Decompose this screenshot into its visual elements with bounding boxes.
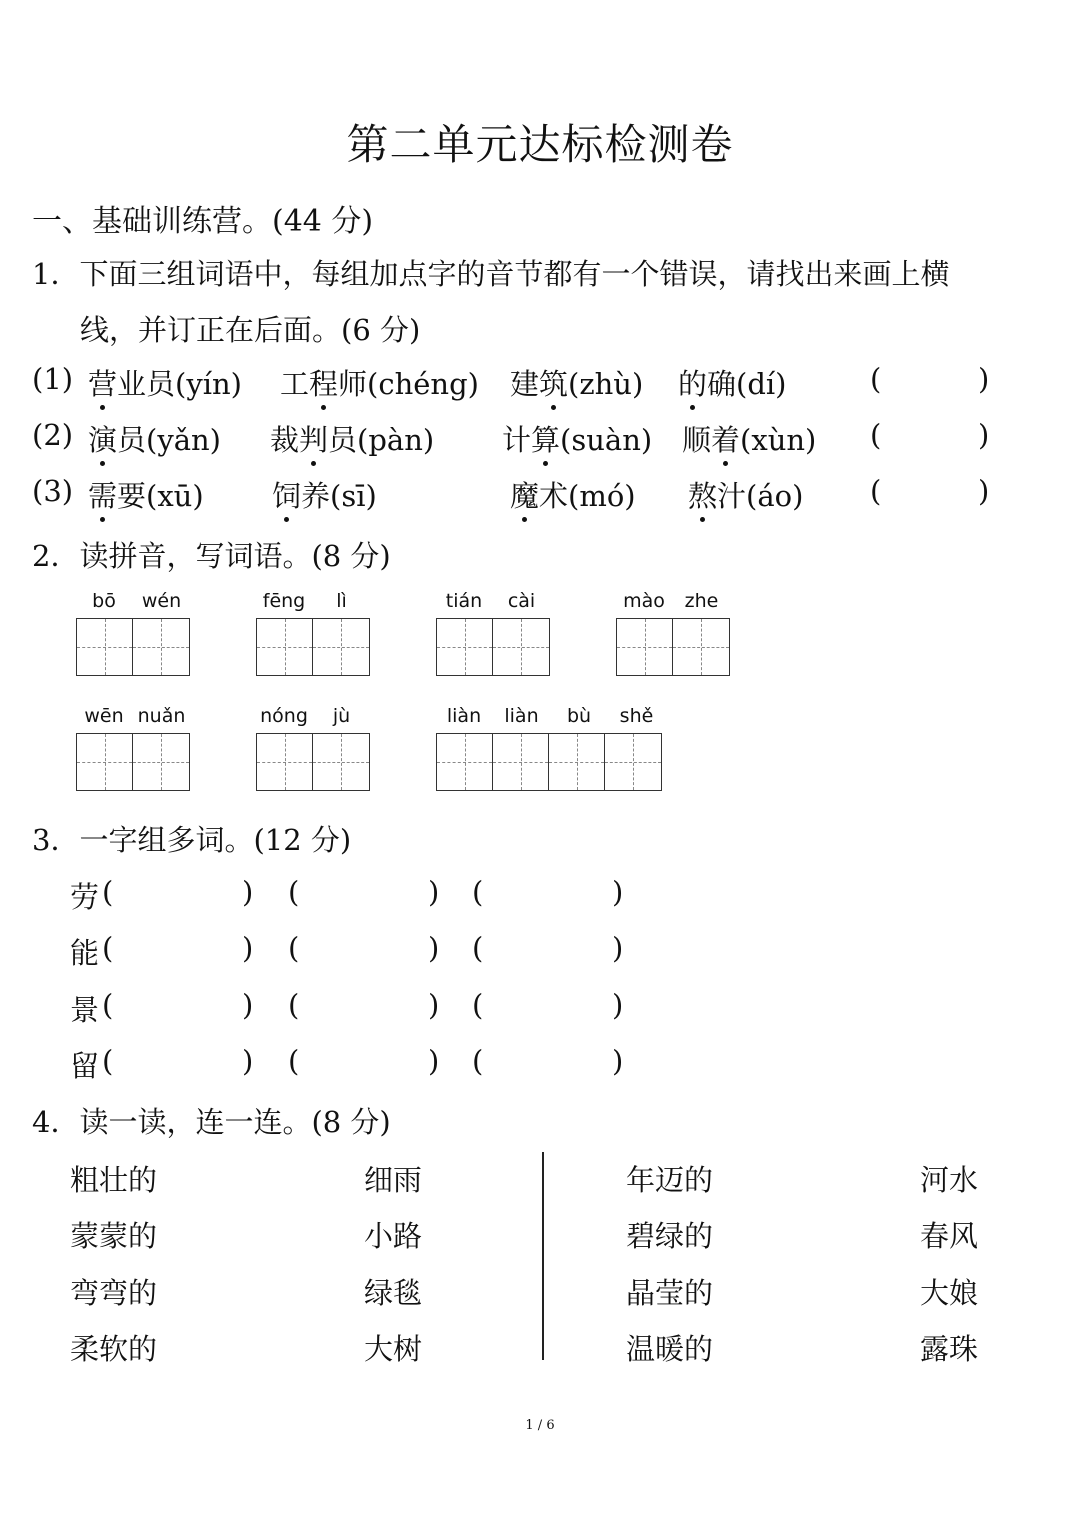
match-word: 露珠 [920, 1332, 979, 1366]
match-word: 春风 [920, 1219, 979, 1253]
pinyin-label: liàn [504, 705, 539, 727]
dotted-word [682, 418, 816, 459]
dotted-char: 算 [531, 418, 560, 459]
answer-paren-open: ( [288, 875, 300, 909]
word-suffix: 员(yǎn) [117, 423, 221, 457]
row-number: (3) [32, 474, 74, 508]
answer-paren-open: ( [288, 1044, 300, 1078]
word-suffix: 确(dí) [707, 367, 787, 401]
pinyin-label: shě [619, 705, 654, 727]
answer-paren-close: ) [612, 1044, 624, 1078]
dotted-word [678, 362, 786, 403]
match-word: 蒙蒙的 [70, 1219, 158, 1253]
word-suffix: 师(chéng) [338, 367, 479, 401]
word-suffix: 业员(yín) [117, 367, 242, 401]
answer-paren-close: ) [612, 875, 624, 909]
pinyin-label: mào [623, 590, 665, 612]
answer-paren-close: ) [242, 988, 254, 1022]
character-box-row [256, 733, 370, 791]
character-box-row [436, 618, 550, 676]
dotted-word [270, 418, 434, 459]
answer-paren-close: ) [978, 362, 990, 396]
dotted-word [88, 362, 242, 403]
writing-cell [77, 619, 133, 675]
character-box-row [76, 618, 190, 676]
dotted-word [502, 418, 652, 459]
answer-paren-close: ) [242, 1044, 254, 1078]
dotted-word [88, 418, 221, 459]
dotted-word [510, 362, 643, 403]
answer-paren-open: ( [472, 1044, 484, 1078]
column-divider [542, 1152, 544, 1360]
answer-paren-open: ( [102, 988, 114, 1022]
dotted-word [88, 474, 204, 515]
dotted-char: 营 [88, 362, 117, 403]
writing-cell [549, 734, 605, 790]
character-box-row [256, 618, 370, 676]
match-word: 温暖的 [626, 1332, 714, 1366]
base-character: 能 [70, 936, 100, 970]
match-word: 碧绿的 [626, 1219, 714, 1253]
pinyin-label: nóng [260, 705, 308, 727]
dotted-char: 筑 [539, 362, 568, 403]
base-character: 景 [70, 993, 100, 1027]
row-number: (1) [32, 362, 74, 396]
question-1-text: 1．下面三组词语中，每组加点字的音节都有一个错误，请找出来画上横 [32, 257, 950, 291]
answer-paren-open: ( [870, 474, 882, 508]
dotted-char: 熬 [688, 474, 717, 515]
writing-cell [133, 619, 189, 675]
pinyin-label: zhe [684, 590, 719, 612]
word-suffix: 术(mó) [539, 479, 636, 513]
match-word: 大娘 [920, 1276, 979, 1310]
question-1-text-cont: 线，并订正在后面。(6 分) [80, 313, 421, 347]
pinyin-label: liàn [446, 705, 482, 727]
dotted-word [510, 474, 636, 515]
answer-paren-close: ) [612, 931, 624, 965]
match-word: 细雨 [364, 1163, 423, 1197]
question-4-heading: 4．读一读，连一连。(8 分) [32, 1105, 391, 1139]
match-word: 弯弯的 [70, 1276, 158, 1310]
answer-paren-close: ) [978, 418, 990, 452]
word-prefix: 计 [502, 423, 532, 457]
page-number: 1 / 6 [525, 1418, 555, 1433]
writing-cell [617, 619, 673, 675]
answer-paren-open: ( [472, 931, 484, 965]
pinyin-label: cài [507, 590, 536, 612]
dotted-char: 需 [88, 474, 117, 515]
word-prefix: 工 [280, 367, 310, 401]
writing-cell [437, 734, 493, 790]
writing-cell [133, 734, 189, 790]
pinyin-label: wēn [84, 705, 124, 727]
character-box-row [616, 618, 730, 676]
match-word: 小路 [364, 1219, 423, 1253]
match-word: 年迈的 [626, 1163, 714, 1197]
page-title: 第二单元达标检测卷 [346, 120, 734, 169]
writing-cell [493, 619, 549, 675]
answer-paren-close: ) [428, 931, 440, 965]
dotted-char: 演 [88, 418, 117, 459]
word-suffix: (suàn) [560, 423, 653, 457]
answer-paren-open: ( [870, 418, 882, 452]
answer-paren-close: ) [428, 1044, 440, 1078]
writing-cell [493, 734, 549, 790]
row-number: (2) [32, 418, 74, 452]
writing-cell [77, 734, 133, 790]
word-suffix: (zhù) [568, 367, 644, 401]
answer-paren-close: ) [242, 875, 254, 909]
word-prefix: 顺 [682, 423, 712, 457]
answer-paren-close: ) [978, 474, 990, 508]
answer-paren-close: ) [242, 931, 254, 965]
answer-paren-close: ) [428, 988, 440, 1022]
character-box-row [436, 733, 662, 791]
pinyin-label: fēng [262, 590, 306, 612]
match-word: 晶莹的 [626, 1276, 714, 1310]
word-suffix: 养(sī) [301, 479, 377, 513]
word-prefix: 裁 [270, 423, 300, 457]
pinyin-label: bō [92, 590, 116, 612]
writing-cell [257, 619, 313, 675]
writing-cell [673, 619, 729, 675]
writing-cell [313, 619, 369, 675]
word-suffix: 要(xū) [117, 479, 204, 513]
pinyin-label: jù [332, 705, 351, 727]
answer-paren-open: ( [102, 875, 114, 909]
pinyin-label: lì [336, 590, 347, 612]
pinyin-label: bù [566, 705, 592, 727]
answer-paren-open: ( [288, 988, 300, 1022]
writing-cell [437, 619, 493, 675]
character-box-row [76, 733, 190, 791]
dotted-char: 魔 [510, 474, 539, 515]
answer-paren-open: ( [870, 362, 882, 396]
writing-cell [313, 734, 369, 790]
answer-paren-open: ( [472, 988, 484, 1022]
dotted-word [272, 474, 377, 515]
base-character: 留 [70, 1049, 100, 1083]
writing-cell [257, 734, 313, 790]
question-3-heading: 3．一字组多词。(12 分) [32, 823, 352, 857]
answer-paren-close: ) [612, 988, 624, 1022]
pinyin-label: nuǎn [137, 705, 186, 727]
dotted-char: 的 [678, 362, 707, 403]
dotted-char: 程 [309, 362, 338, 403]
dotted-char: 着 [711, 418, 740, 459]
match-word: 河水 [920, 1163, 979, 1197]
answer-paren-open: ( [102, 931, 114, 965]
match-word: 大树 [364, 1332, 423, 1366]
dotted-char: 判 [299, 418, 328, 459]
answer-paren-open: ( [102, 1044, 114, 1078]
dotted-word [688, 474, 803, 515]
match-word: 粗壮的 [70, 1163, 158, 1197]
dotted-char: 饲 [272, 474, 301, 515]
answer-paren-open: ( [472, 875, 484, 909]
word-prefix: 建 [510, 367, 540, 401]
word-suffix: (xùn) [740, 423, 817, 457]
question-2-heading: 2．读拼音，写词语。(8 分) [32, 539, 391, 573]
word-suffix: 员(pàn) [328, 423, 435, 457]
section-heading: 一、基础训练营。(44 分) [32, 204, 374, 239]
match-word: 柔软的 [70, 1332, 158, 1366]
match-word: 绿毯 [364, 1276, 423, 1310]
answer-paren-open: ( [288, 931, 300, 965]
word-suffix: 汁(áo) [717, 479, 804, 513]
pinyin-label: wén [141, 590, 182, 612]
answer-paren-close: ) [428, 875, 440, 909]
dotted-word [280, 362, 479, 403]
pinyin-label: tián [445, 590, 483, 612]
base-character: 劳 [70, 880, 100, 914]
writing-cell [605, 734, 661, 790]
